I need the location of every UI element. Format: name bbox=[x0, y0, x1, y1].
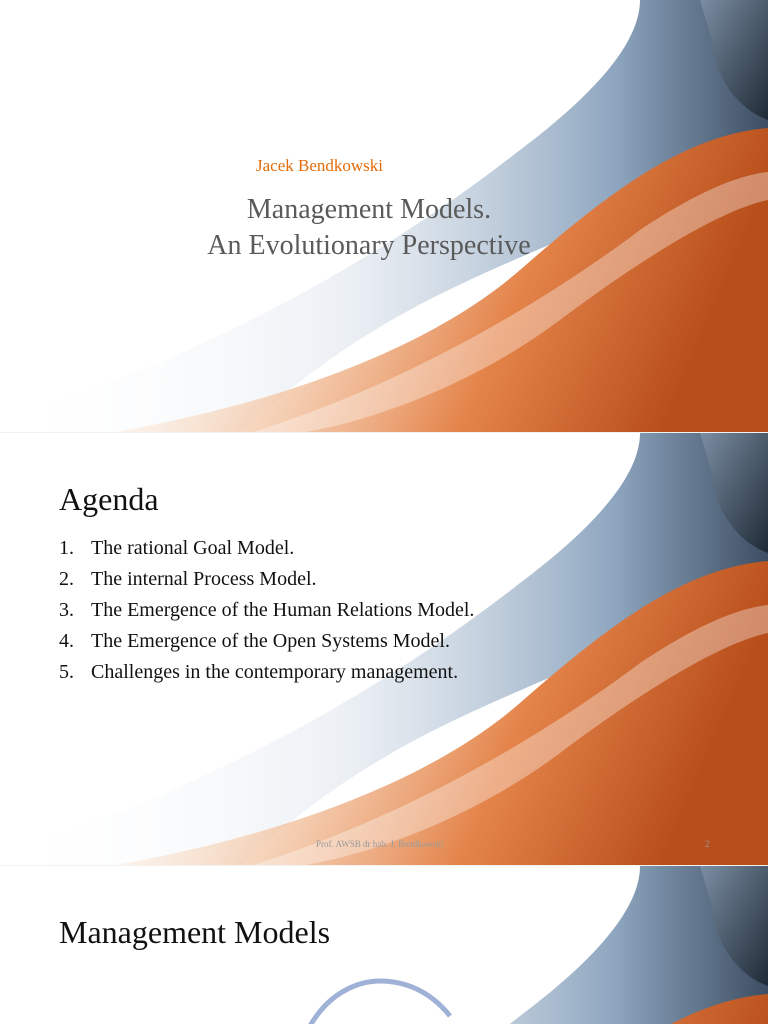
agenda-item bbox=[59, 568, 474, 599]
agenda-list bbox=[59, 537, 474, 692]
agenda-item-number: 2. bbox=[59, 568, 74, 590]
agenda-item-text: The rational Goal Model. bbox=[91, 537, 295, 559]
slide-3 bbox=[0, 866, 768, 1024]
diagram-circle-arc bbox=[310, 981, 450, 1024]
agenda-item-text: Challenges in the contemporary management. bbox=[91, 661, 459, 683]
agenda-item-number: 4. bbox=[59, 630, 74, 652]
author-name: Jacek Bendkowski bbox=[256, 156, 384, 175]
agenda-item-text: The Emergence of the Human Relations Model. bbox=[91, 599, 475, 621]
agenda-item bbox=[59, 630, 474, 661]
page-number: 2 bbox=[705, 839, 710, 849]
agenda-item-text: The Emergence of the Open Systems Model. bbox=[91, 630, 450, 652]
agenda-item-number: 3. bbox=[59, 599, 74, 621]
agenda-heading: Agenda bbox=[59, 481, 159, 517]
agenda-item bbox=[59, 661, 474, 692]
slide-footer: Prof. AWSB dr hab. J. Bendkowski bbox=[316, 839, 444, 849]
agenda-item-number: 5. bbox=[59, 661, 74, 683]
slide-1 bbox=[0, 0, 768, 433]
title-line-2: An Evolutionary Perspective bbox=[207, 230, 531, 261]
agenda-item bbox=[59, 599, 474, 630]
agenda-item bbox=[59, 537, 474, 568]
slide-2 bbox=[0, 433, 768, 866]
agenda-item-text: The internal Process Model. bbox=[91, 568, 317, 590]
title-line-1: Management Models. bbox=[246, 194, 492, 225]
slide-heading: Management Models bbox=[59, 914, 331, 950]
agenda-item-number: 1. bbox=[59, 537, 74, 559]
